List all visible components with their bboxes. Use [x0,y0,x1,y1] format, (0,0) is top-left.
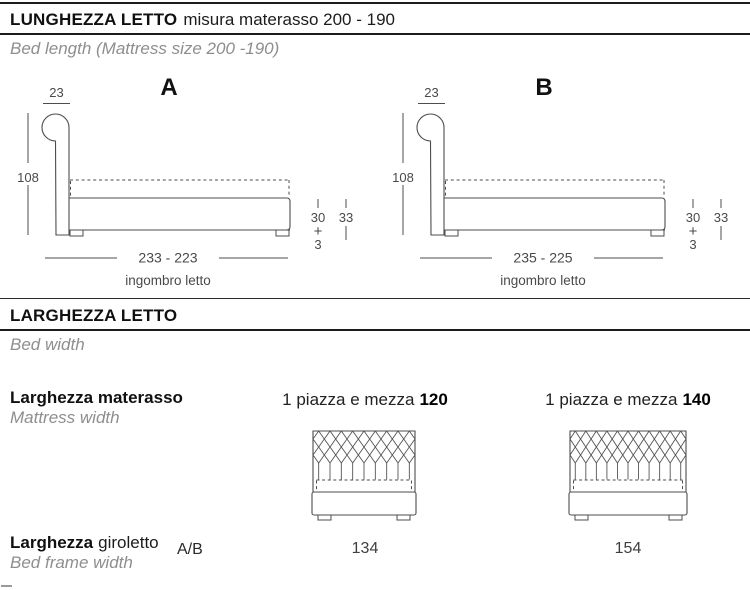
bed-side-diagram-a [0,75,375,290]
foot [651,230,664,236]
divider [0,2,750,4]
bed-front-diagram-140 [555,425,700,525]
bed-front-diagram-120 [300,425,435,525]
dim-headboard-depth: 23 [49,85,64,100]
option-header-120 [250,390,480,410]
divider [0,329,750,331]
frame-width-value-134: 134 [351,540,379,557]
foot [318,515,331,520]
option-size-value: 140 [682,390,711,409]
mattress-dashed-outline [70,180,289,198]
divider-fragment [1,585,12,587]
option-name: 1 piazza e mezza [545,390,678,409]
divider [0,298,750,299]
label-variants-ab: A/B [177,541,203,558]
frame-outline [444,198,665,230]
frame-outline [69,198,290,230]
headboard-outline [570,431,686,492]
bed-side-diagram-b [375,75,750,290]
divider [0,33,750,35]
caption-ingombro-letto: ingombro letto [500,273,586,288]
option-name: 1 piazza e mezza [282,390,415,409]
dim-total-height: 108 [392,170,414,185]
foot [70,230,83,236]
mattress-dashed-outline [574,480,683,492]
label-giroletto: giroletto [98,533,159,552]
label-larghezza-materasso: Larghezza materasso [10,388,183,407]
label-mattress-width: Mattress width [10,408,120,427]
label-bed-frame-width: Bed frame width [10,553,133,572]
frame-outline [312,492,416,515]
frame-width-value-154: 154 [614,540,642,557]
dim-frame-height: 30 [310,210,326,225]
dim-feet-height: 3 [689,237,697,252]
option-size-value: 120 [419,390,448,409]
headboard-outline [313,431,415,492]
diagram-letter: A [160,75,178,101]
option-header-140 [513,390,743,410]
translation-bed-length: Bed length (Mattress size 200 -190) [10,39,280,58]
plus-mark: + [313,223,323,240]
dim-length-range: 233 - 223 [138,249,198,266]
dim-frame-height: 30 [685,210,701,225]
diagram-letter: B [535,75,553,101]
dim-overall-height: 33 [338,210,354,225]
foot [397,515,410,520]
mattress-dashed-outline [445,180,664,198]
caption-ingombro-letto: ingombro letto [125,273,211,288]
tufting-pattern [570,431,686,480]
title-lunghezza-letto: LUNGHEZZA LETTO [10,10,178,29]
label-larghezza: Larghezza [10,533,94,552]
dim-headboard-depth: 23 [424,85,439,100]
plus-mark: + [688,223,698,240]
label-larghezza-giroletto [10,533,159,553]
title-larghezza-letto: LARGHEZZA LETTO [10,306,178,325]
section-bed-length-header [10,10,395,30]
dim-length-range: 235 - 225 [513,249,573,266]
mattress-dashed-outline [317,480,412,492]
foot [575,515,588,520]
headboard-outline [42,114,69,235]
dim-total-height: 108 [17,170,39,185]
subtitle-misura-materasso: misura materasso 200 - 190 [183,10,395,29]
headboard-outline [417,114,444,235]
tufting-pattern [313,431,415,480]
translation-bed-width: Bed width [10,335,85,354]
foot [669,515,682,520]
dim-overall-height: 33 [713,210,729,225]
foot [276,230,289,236]
frame-outline [569,492,687,515]
dim-feet-height: 3 [314,237,322,252]
foot [445,230,458,236]
